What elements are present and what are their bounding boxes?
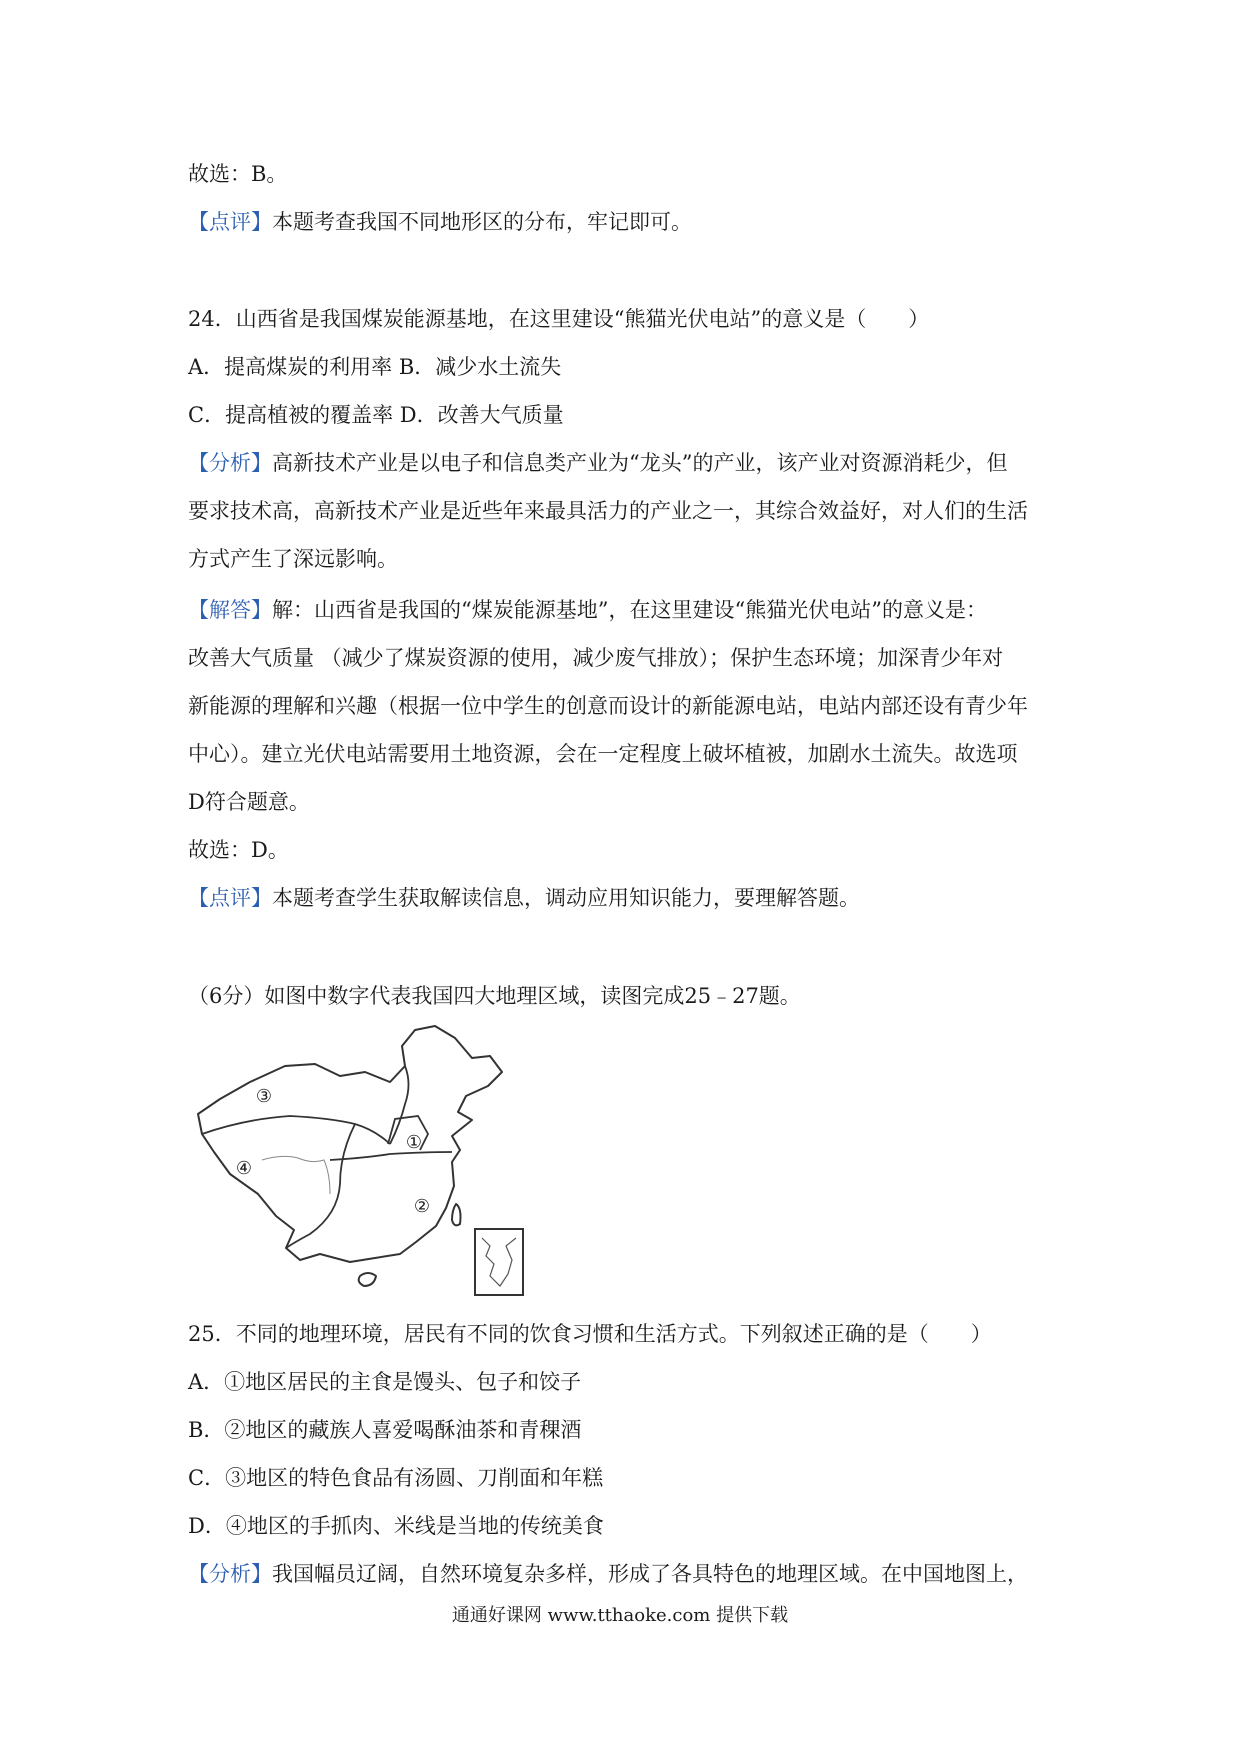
q25-option-d: D．④地区的手抓肉、米线是当地的传统美食: [188, 1514, 604, 1538]
review-text: 本题考查学生获取解读信息，调动应用知识能力，要理解答题。: [272, 886, 860, 910]
review-tag: 【点评】: [188, 210, 272, 234]
south-china-sea-inset: [475, 1229, 523, 1295]
china-outline: [198, 1026, 502, 1262]
analysis-tag: 【分析】: [188, 451, 272, 475]
q24-solution-line: 改善大气质量 （减少了煤炭资源的使用，减少废气排放）；保护生态环境；加深青少年对: [188, 646, 1004, 670]
river: [262, 1156, 330, 1194]
q25-option-a: A．①地区居民的主食是馒头、包子和饺子: [188, 1370, 582, 1394]
q24-analysis-line: 方式产生了深远影响。: [188, 547, 398, 571]
q24-solution-line: [188, 596, 987, 624]
q24-analysis-line: [188, 449, 1007, 477]
taiwan-island: [452, 1204, 461, 1225]
solution-tag: 【解答】: [188, 598, 272, 622]
hainan-island: [359, 1273, 376, 1286]
q24-solution-line: 新能源的理解和兴趣（根据一位中学生的创意而设计的新能源电站，电站内部还设有青少年: [188, 694, 1028, 718]
analysis-text: 我国幅员辽阔，自然环境复杂多样，形成了各具特色的地理区域。在中国地图上，: [272, 1562, 1028, 1586]
region-boundary-qingzang: [286, 1124, 355, 1248]
map-label-1: ①: [405, 1132, 423, 1153]
review-text: 本题考查我国不同地形区的分布，牢记即可。: [272, 210, 692, 234]
china-region-map: [190, 1024, 540, 1302]
q24-solution-line: D符合题意。: [188, 790, 310, 814]
page-footer: 通通好课网 www.tthaoke.com 提供下载: [451, 1605, 789, 1626]
q24-answer: 故选：D。: [188, 838, 289, 862]
q25-stem: 25．不同的地理环境，居民有不同的饮食习惯和生活方式。下列叙述正确的是（ ）: [188, 1322, 992, 1346]
analysis-tag: 【分析】: [188, 1562, 272, 1586]
q24-stem: 24．山西省是我国煤炭能源基地，在这里建设“熊猫光伏电站”的意义是（ ）: [188, 307, 930, 331]
q25-analysis: [188, 1560, 1028, 1588]
region-boundary-qinling: [330, 1152, 452, 1160]
q24-review: [188, 884, 860, 912]
q24-analysis-line: 要求技术高，高新技术产业是近些年来最具活力的产业之一，其综合效益好，对人们的生活: [188, 499, 1028, 523]
analysis-text: 高新技术产业是以电子和信息类产业为“龙头”的产业，该产业对资源消耗少，但: [272, 451, 1008, 475]
prev-answer: 故选：B。: [188, 162, 288, 186]
solution-text: 解：山西省是我国的“煤炭能源基地”，在这里建设“熊猫光伏电站”的意义是：: [272, 598, 987, 622]
review-tag: 【点评】: [188, 886, 272, 910]
q25-option-c: C．③地区的特色食品有汤圆、刀削面和年糕: [188, 1466, 604, 1490]
map-label-3: ③: [255, 1086, 273, 1107]
q24-solution-line: 中心）。建立光伏电站需要用土地资源，会在一定程度上破坏植被，加剧水土流失。故选项: [188, 742, 1018, 766]
q24-options-ab: A．提高煤炭的利用率 B．减少水土流失: [188, 355, 562, 379]
prev-review: [188, 208, 692, 236]
q25-option-b: B．②地区的藏族人喜爱喝酥油茶和青稞酒: [188, 1418, 582, 1442]
q24-options-cd: C．提高植被的覆盖率 D．改善大气质量: [188, 403, 564, 427]
map-label-2: ②: [413, 1196, 431, 1217]
map-label-4: ④: [235, 1158, 253, 1179]
group-intro: （6分）如图中数字代表我国四大地理区域，读图完成25﹣27题。: [188, 984, 801, 1008]
region-boundary-north-west: [202, 1116, 390, 1144]
